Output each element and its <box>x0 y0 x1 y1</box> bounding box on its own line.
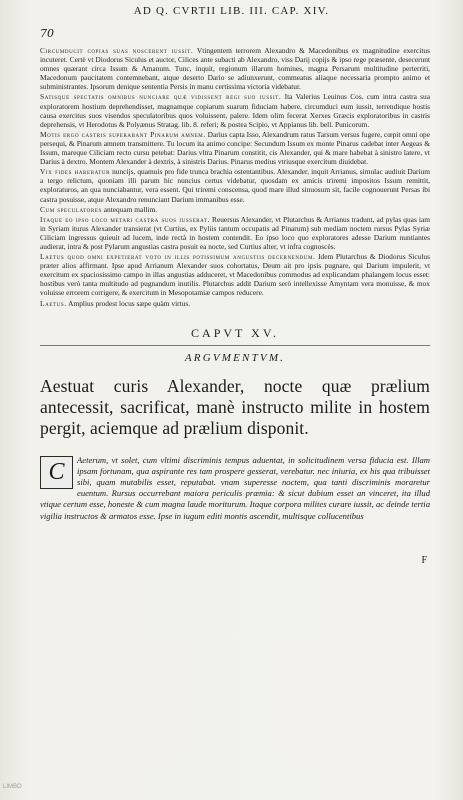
commentary-paragraph <box>40 215 430 251</box>
page-body <box>40 46 430 522</box>
watermark: LIMBO <box>3 784 22 790</box>
page-header <box>0 5 463 43</box>
running-title: AD Q. CVRTII LIB. III. CAP. XIV. <box>133 5 330 17</box>
drop-cap: C <box>40 456 73 489</box>
commentary-text: Amplius prodest locus sæpe quàm virtus. <box>68 298 191 308</box>
commentary-lemma: Circumducit copias suas noscerent iussit. <box>40 46 194 55</box>
commentary-paragraph <box>40 205 430 214</box>
commentary-lemma: Satisque spectatis omnibus nunciare quæ vidissent regi suo iussit. <box>40 92 282 102</box>
page-number: 70 <box>40 27 54 40</box>
commentary-text: Vtingentem terrorem Alexandro & Macedonibus ex magnitudine exercitus incuteret. Certè vt Diodorus Siculus et auctor, Cilices ante subacti ab Alexandro, viss Darij copijs & ipso rege præsente, desecerunt omnes quærant circa Issum & Amanum. Tunc, inquit, regionum illarum homines, magna Persarum multitudine perterriti, Macedonum paucitatem contemnebant, atque deserto Dario se adiunxerunt, commeatus aliaque necessaria prompto animo et subministrantes. Ipsorum denique sententia Persis in manu certissima victoria videbatur. <box>40 46 430 92</box>
commentary-text: Ita Valerius Leuinus Cos. cum intra castra sua exploratorem hostium deprehendisset, magnamque copiarum suarum fiduciam habere, circumduci eum iussit, terrendique hostis causa exercitus suos visendos speculatoribus quos voluissent, palere. Idem olim fecerat Xerxes Græcis exploratoribus in castris deprehensis, vt Herodotus & Polyænus Stratag. lib. 8. referi; & postea Scipio, vt Appianus lib. bell. Punicorum. <box>40 92 430 129</box>
commentary-lemma: Vix fides habebatur <box>40 167 111 177</box>
commentary-paragraph <box>40 130 430 166</box>
commentary-lemma: Cum speculatores <box>40 204 102 214</box>
chapter-summary: Aestuat curis Alexander, nocte quæ prælium antecessit, sacrificat, manè instructo milite in hostem pergit, aciemque ad prælium disponit. <box>40 375 430 438</box>
commentary-lemma: Laetus. <box>40 298 67 308</box>
commentary-text: Idem Plutarchus & Diodorus Siculus præter alios affirmant. Ipse apud Arrianum Alexander suos cohortatus, Deum ait pro ipsis pugnare, qui Darium impulerit, vt exercitum ex spaciosissimo campo in illas angustias adduceret, vt Macedonibus commodus ad explicandam phalangem locus esset: hostibus verò tanta multitudo ad pugnandum inutilis. Plutarchus addit Darium serò intellexisse Amyntam vera monuisse, & mox voluisse errorem corrigere, & exercitum in Mesopotamiæ campos reducere. <box>40 252 430 298</box>
commentary-text: Darius capta Isso, Alexandrum ratus Tarsum versus fugere, cœpit omni ope persequi, & Pinarum amnem transmittere. Tu locum ita animo concipe: Secundum Issum ex monte Pinarus cadebat inter Aegeas & Issum, mareque Ciliciam recto cursu petebat: Darius vltra Pinarum constitit, cis Alexander, qui & mare habebat à sinistro latere, vt Darius à dextro. Montem Alexander à dextris, à sinistris Darius. Pinarus medius vtriusque exercitum diuidebat. <box>40 129 430 167</box>
commentary-paragraph <box>40 46 430 91</box>
heading-rule <box>40 345 430 346</box>
main-text-block <box>40 455 430 522</box>
commentary-paragraph <box>40 299 430 308</box>
commentary-paragraph <box>40 167 430 203</box>
commentary-text: Reuersus Alexander, vt Plutarchus & Arrianus tradunt, ad pylas quas iam in Syriam iturus Alexander transierat (vt Curtius, ex Pyliis tantum occupatis ad Pinarum) sub mediam noctem rursus Pylas Syriæ Ciliciam ingressus quieuit ad lucem, inde rectà in hostem contendit. Eo ipso loco quo exploratores adesse Darium nuntiantes audierat, intra & post Pylarum angustias castra posuit ea nocte, sed Curtius alter, vt infra cognoscès. <box>40 214 430 251</box>
commentary-paragraph <box>40 252 430 297</box>
argument-label: ARGVMENTVM. <box>184 351 286 364</box>
chapter-heading: CAPVT XV. <box>191 325 279 340</box>
signature-mark: F <box>421 555 429 566</box>
commentary-lemma: Laetus quod omni expetierat voto in illis potissimum angustiis decernendum. <box>40 252 316 262</box>
commentary-paragraph <box>40 92 430 128</box>
commentary-lemma: Itaque eo ipso loco metari castra suos iusserat. <box>40 214 210 224</box>
commentary-text: antequam mallim. <box>103 204 158 214</box>
commentary-text: nuncijs, quamuis pro fide trunca brachia ostentantibus. Alexander, inquit Arrianus, simulac audiuit Darium a tergo relictum, quoniam illi parum hic nuncius certus videbatur, quosdam ex amicis triremi impositos Issum remittit, exploraturos, an qua nunciabantur, vera essent. Qui triremi conscensa, quod mare illud sinuosum sit, facile cognouerunt Persas ibi castra posuisse, atque Alexandro renunciant Darium immanibus esse. <box>40 167 430 204</box>
commentary-lemma: Motis ergo castris superabant Pinarum amnem. <box>40 129 206 139</box>
main-text: Aeterum, vt solet, cum vltimi discriminis tempus aduentat, in solicitudinem versa fiducia est. Illam ipsam fortunam, qua aspirante res tam prospere gesserat, verebatur. nec iniuria, ex his qua tribuisset sibi, quam mutabilis esset, reputabat. vnam superesse noctem, qua tanti discriminis moraretur euentum. Rursus occurrebant maiora periculis præmia: & sicut dubium esset an vinceret, ita illud vtique certum esse, honeste & cum magna laude moriturum. Itaque corpora milites curare iussit, ac deinde tertia vigilia instructos & armatos esse. Ipse in iugum editi montis ascendit, multisque collucentibus <box>40 454 430 521</box>
